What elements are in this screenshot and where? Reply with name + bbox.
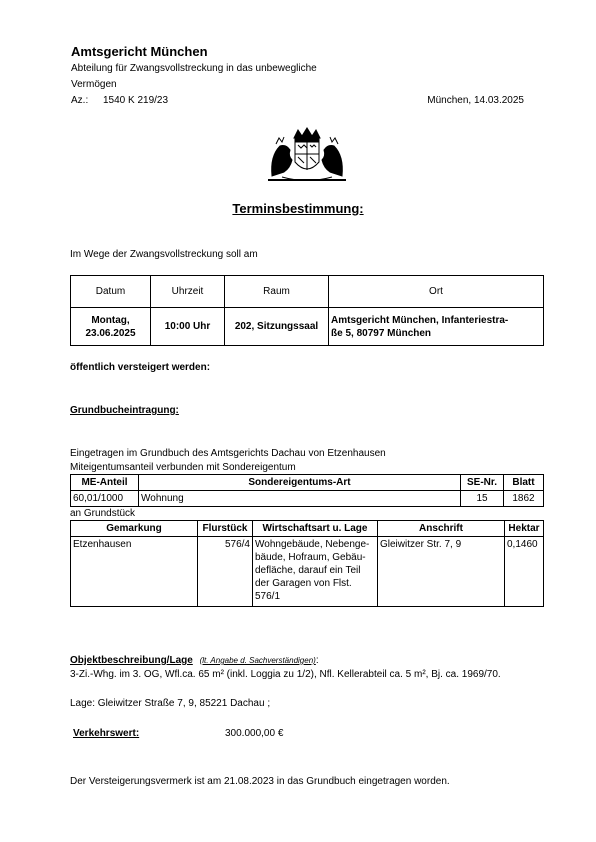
header-uhrzeit: Uhrzeit: [151, 276, 225, 308]
appointment-time: 10:00 Uhr: [151, 308, 225, 346]
footer-text: Der Versteigerungsvermerk ist am 21.08.2023 in das Grundbuch eingetragen worden.: [70, 776, 450, 787]
hektar-value: 0,1460: [505, 537, 544, 607]
court-name: Amtsgericht München: [71, 44, 208, 59]
header-ort: Ort: [329, 276, 544, 308]
header-se-nr: SE-Nr.: [461, 475, 504, 491]
auction-text: öffentlich versteigert werden:: [70, 362, 211, 373]
market-value-label: Verkehrswert:: [73, 728, 140, 739]
place-line-2: ße 5, 80797 München: [331, 327, 432, 339]
object-location: Lage: Gleiwitzer Straße 7, 9, 85221 Dachau ;: [70, 698, 271, 709]
wirtschaftsart-value: [253, 537, 378, 607]
art-line: defläche, darauf ein Teil: [255, 565, 361, 576]
date-weekday: Montag,: [91, 314, 130, 326]
se-nr-value: 15: [461, 491, 504, 507]
plot-intro: an Grundstück: [70, 508, 136, 519]
anschrift-value: Gleiwitzer Str. 7, 9: [378, 537, 505, 607]
art-line: Wohngebäude, Nebenge-: [255, 539, 370, 550]
me-anteil-value: 60,01/1000: [71, 491, 139, 507]
appointment-date: [71, 308, 151, 346]
intro-text: Im Wege der Zwangsvollstreckung soll am: [70, 249, 258, 260]
art-line: 576/1: [255, 591, 281, 602]
gemarkung-value: Etzenhausen: [71, 537, 198, 607]
appointment-place: [329, 308, 544, 346]
blatt-value: 1862: [504, 491, 544, 507]
az-label: Az.:: [71, 95, 89, 106]
plot-table: [70, 520, 544, 607]
place-line-1: Amtsgericht München, Infanteriestra-: [331, 314, 509, 326]
department-line-1: Abteilung für Zwangsvollstreckung in das unbewegliche: [71, 63, 317, 74]
sondereigentums-art-value: Wohnung: [139, 491, 461, 507]
header-wirtschaftsart: Wirtschaftsart u. Lage: [253, 521, 378, 537]
art-line: der Garagen von Flst.: [255, 578, 352, 589]
header-blatt: Blatt: [504, 475, 544, 491]
place-date: München, 14.03.2025: [427, 95, 524, 106]
header-gemarkung: Gemarkung: [71, 521, 198, 537]
register-line-2: Miteigentumsanteil verbunden mit Sondereigentum: [70, 462, 296, 473]
appointment-room: 202, Sitzungssaal: [225, 308, 329, 346]
header-me-anteil: ME-Anteil: [71, 475, 139, 491]
document-title: Terminsbestimmung:: [232, 201, 364, 216]
share-table: [70, 474, 544, 507]
date-value: 23.06.2025: [85, 327, 136, 339]
az-value: 1540 K 219/23: [103, 95, 169, 106]
flurstueck-value: 576/4: [198, 537, 253, 607]
header-anschrift: Anschrift: [378, 521, 505, 537]
object-heading: Objektbeschreibung/Lage: [70, 655, 193, 666]
coat-of-arms-icon: [262, 126, 352, 184]
appointment-table: [70, 275, 544, 346]
register-line-1: Eingetragen im Grundbuch des Amtsgerichts Dachau von Etzenhausen: [70, 448, 386, 459]
object-colon: :: [315, 655, 319, 666]
market-value-amount: 300.000,00 €: [225, 728, 284, 739]
table-row: [71, 537, 544, 607]
object-heading-line: [70, 654, 319, 667]
land-register-heading: Grundbucheintragung:: [70, 405, 179, 416]
department-line-2: Vermögen: [71, 79, 117, 90]
header-hektar: Hektar: [505, 521, 544, 537]
header-datum: Datum: [71, 276, 151, 308]
header-flurstueck: Flurstück: [198, 521, 253, 537]
table-row: [71, 491, 544, 507]
header-sondereigentums-art: Sondereigentums-Art: [139, 475, 461, 491]
object-note: (lt. Angabe d. Sachverständigen): [199, 656, 316, 665]
art-line: bäude, Hofraum, Gebäu-: [255, 552, 366, 563]
header-raum: Raum: [225, 276, 329, 308]
object-description: 3-Zi.-Whg. im 3. OG, Wfl.ca. 65 m² (inkl. Loggia zu 1/2), Nfl. Kellerabteil ca. 5 m², Bj. ca. 1969/70.: [70, 669, 501, 680]
